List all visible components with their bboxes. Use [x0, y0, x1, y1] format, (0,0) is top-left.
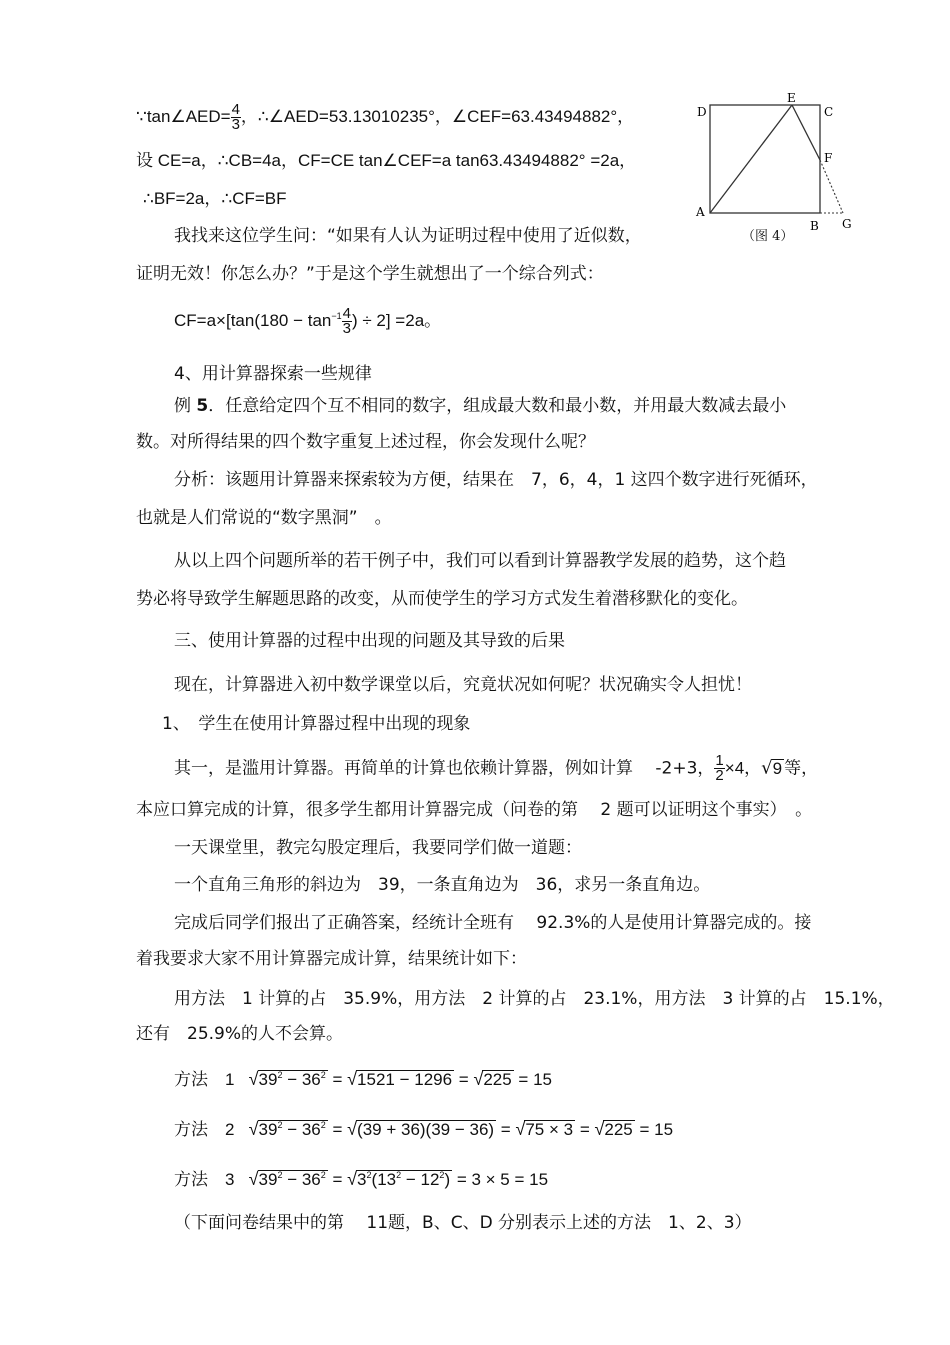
text-segment: 等，	[784, 758, 819, 779]
radical-sign: √	[248, 1119, 259, 1139]
text-segment: 其一，是滥用计算器。再简单的计算也依赖计算器，例如计算 -2+3，	[174, 758, 715, 779]
term: 39	[258, 1070, 278, 1089]
text-line-17	[174, 754, 818, 783]
exponent: 2	[277, 1070, 283, 1080]
exponent: 2	[277, 1120, 283, 1130]
section-heading-4: 4、用计算器探索一些规律	[174, 364, 372, 384]
text-line-24: 还有 25.9%的人不会算。	[136, 1024, 344, 1044]
fraction-numerator: 4	[342, 305, 351, 322]
text-line-13: 势必将导致学生解题思路的改变，从而使学生的学习方式发生着潜移默化的变化。	[136, 589, 748, 609]
fraction-denominator: 3	[231, 116, 240, 133]
fraction-numerator: 1	[715, 752, 724, 769]
square-abcd	[710, 105, 820, 213]
exponent: 2	[320, 1120, 326, 1130]
radical-sign: √	[248, 1069, 259, 1089]
fraction-4-3	[342, 307, 352, 336]
method-3	[174, 1168, 548, 1191]
term: − 36	[282, 1170, 321, 1189]
text-line-8	[174, 395, 786, 417]
label-a: A	[696, 205, 705, 219]
radicand: 225	[604, 1120, 633, 1139]
result: = 15	[634, 1120, 674, 1139]
equals: =	[575, 1120, 595, 1139]
exponent: 2	[396, 1170, 402, 1180]
radicand: 1521 − 1296	[357, 1070, 453, 1089]
radicand	[258, 1120, 328, 1139]
equals: =	[496, 1120, 516, 1139]
text-line-28: （下面问卷结果中的第 11题，B、C、D 分别表示上述的方法 1、2、3）	[174, 1213, 752, 1233]
radicand	[258, 1070, 328, 1089]
text-line-21: 完成后同学们报出了正确答案，经统计全班有 92.3%的人是使用计算器完成的。接	[174, 913, 812, 933]
label-b: B	[810, 219, 819, 233]
formula-segment: ) ÷ 2] =2a。	[351, 310, 442, 330]
label-d: D	[697, 105, 707, 119]
label-c: C	[824, 105, 834, 119]
example-number: 5	[196, 396, 209, 416]
text-line-19: 一天课堂里，教完勾股定理后，我要同学们做一道题：	[174, 838, 582, 858]
text-line-4: 我找来这位学生问：“如果有人认为证明过程中使用了近似数，	[174, 226, 642, 246]
equals: =	[327, 1120, 348, 1139]
radical-sign: √	[761, 757, 773, 779]
text-line-23: 用方法 1 计算的占 35.9%，用方法 2 计算的占 23.1%，用方法 3 计算的占 15.1%，	[174, 989, 895, 1009]
text-line-15: 现在，计算器进入初中数学课堂以后，究竟状况如何呢？状况确实令人担忧！	[174, 675, 752, 695]
label-e: E	[787, 91, 796, 105]
term: − 36	[282, 1120, 321, 1139]
text-line-10: 分析：该题用计算器来探索较为方便，结果在 7，6，4，1 这四个数字进行死循环，	[174, 470, 818, 490]
text-line-20: 一个直角三角形的斜边为 39，一条直角边为 36，求另一条直角边。	[174, 875, 711, 895]
equals: =	[327, 1070, 348, 1089]
figure-4-diagram	[690, 88, 860, 238]
text-line-11: 也就是人们常说的“数字黑洞” 。	[136, 508, 392, 528]
method-2	[174, 1118, 673, 1141]
radicand	[356, 1170, 452, 1189]
text-segment: 例	[174, 396, 197, 416]
subsection-heading-1: 1、 学生在使用计算器过程中出现的现象	[162, 714, 471, 734]
text-segment: ∵tan∠AED=	[136, 106, 231, 126]
term: 3	[357, 1170, 367, 1189]
method-label: 方法 1	[174, 1070, 235, 1089]
segment-ae	[710, 105, 792, 213]
segment-fg-dashed	[820, 160, 843, 213]
radical-sign: √	[594, 1119, 605, 1139]
label-f: F	[824, 151, 833, 165]
text-segment: ，∴∠AED=53.13010235°，∠CEF=63.43494882°，	[240, 106, 635, 126]
exponent: 2	[320, 1170, 326, 1180]
radicand	[258, 1170, 328, 1189]
exponent: 2	[366, 1170, 372, 1180]
term: − 12	[401, 1170, 440, 1189]
result: = 3 × 5 = 15	[452, 1170, 549, 1189]
fraction-denominator: 3	[342, 320, 351, 337]
segment-ef	[792, 105, 820, 160]
radical-sign: √	[515, 1119, 526, 1139]
method-label: 方法 2	[174, 1120, 235, 1139]
radical-sign: √	[347, 1069, 358, 1089]
formula-cf	[174, 307, 441, 336]
equals: =	[454, 1070, 474, 1089]
figure-caption: （图 4）	[742, 229, 794, 244]
fraction-denominator: 2	[715, 767, 724, 784]
radical-sign: √	[347, 1169, 358, 1189]
text-segment: ．任意给定四个互不相同的数字，组成最大数和最小数，并用最大数减去最小	[208, 396, 787, 416]
radicand: 225	[483, 1070, 512, 1089]
radicand: 75 × 3	[525, 1120, 574, 1139]
label-g: G	[842, 217, 852, 231]
text-line-5: 证明无效！你怎么办？”于是这个学生就想出了一个综合列式：	[136, 264, 604, 284]
term: (13	[371, 1170, 397, 1189]
result: = 15	[513, 1070, 552, 1089]
fraction-numerator: 4	[231, 101, 240, 118]
method-1	[174, 1068, 552, 1091]
radicand: 9	[772, 758, 783, 778]
text-line-12: 从以上四个问题所举的若干例子中，我们可以看到计算器教学发展的趋势，这个趋	[174, 551, 786, 571]
exponent: 2	[320, 1070, 326, 1080]
radical-sign: √	[347, 1119, 358, 1139]
formula-segment: CF=a×[tan(180 − tan	[174, 310, 332, 330]
fraction-4-3	[231, 103, 241, 132]
term: )	[444, 1170, 451, 1189]
fraction-1-2	[714, 754, 724, 783]
text-line-18: 本应口算完成的计算，很多学生都用计算器完成（问卷的第 2 题可以证明这个事实） 。	[136, 800, 813, 820]
radicand: (39 + 36)(39 − 36)	[357, 1120, 495, 1139]
text-line-2: 设 CE=a，∴CB=4a，CF=CE tan∠CEF=a tan63.43494882° =2a，	[136, 151, 637, 170]
text-line-1	[136, 103, 634, 132]
equals: =	[327, 1170, 348, 1189]
section-heading-3: 三、使用计算器的过程中出现的问题及其导致的后果	[174, 631, 565, 651]
radical-sign: √	[473, 1069, 484, 1089]
text-line-9: 数。对所得结果的四个数字重复上述过程，你会发现什么呢？	[136, 432, 595, 452]
term: 39	[258, 1120, 278, 1139]
method-label: 方法 3	[174, 1170, 235, 1189]
radical-sign: √	[248, 1169, 259, 1189]
text-line-22: 着我要求大家不用计算器完成计算，结果统计如下：	[136, 949, 527, 969]
text-segment: ×4，	[724, 758, 762, 778]
exponent: 2	[439, 1170, 445, 1180]
term: 39	[258, 1170, 278, 1189]
exponent: 2	[277, 1170, 283, 1180]
formula-superscript: −1	[331, 310, 342, 321]
term: − 36	[282, 1070, 321, 1089]
text-line-3: ∴BF=2a，∴CF=BF	[143, 189, 287, 208]
